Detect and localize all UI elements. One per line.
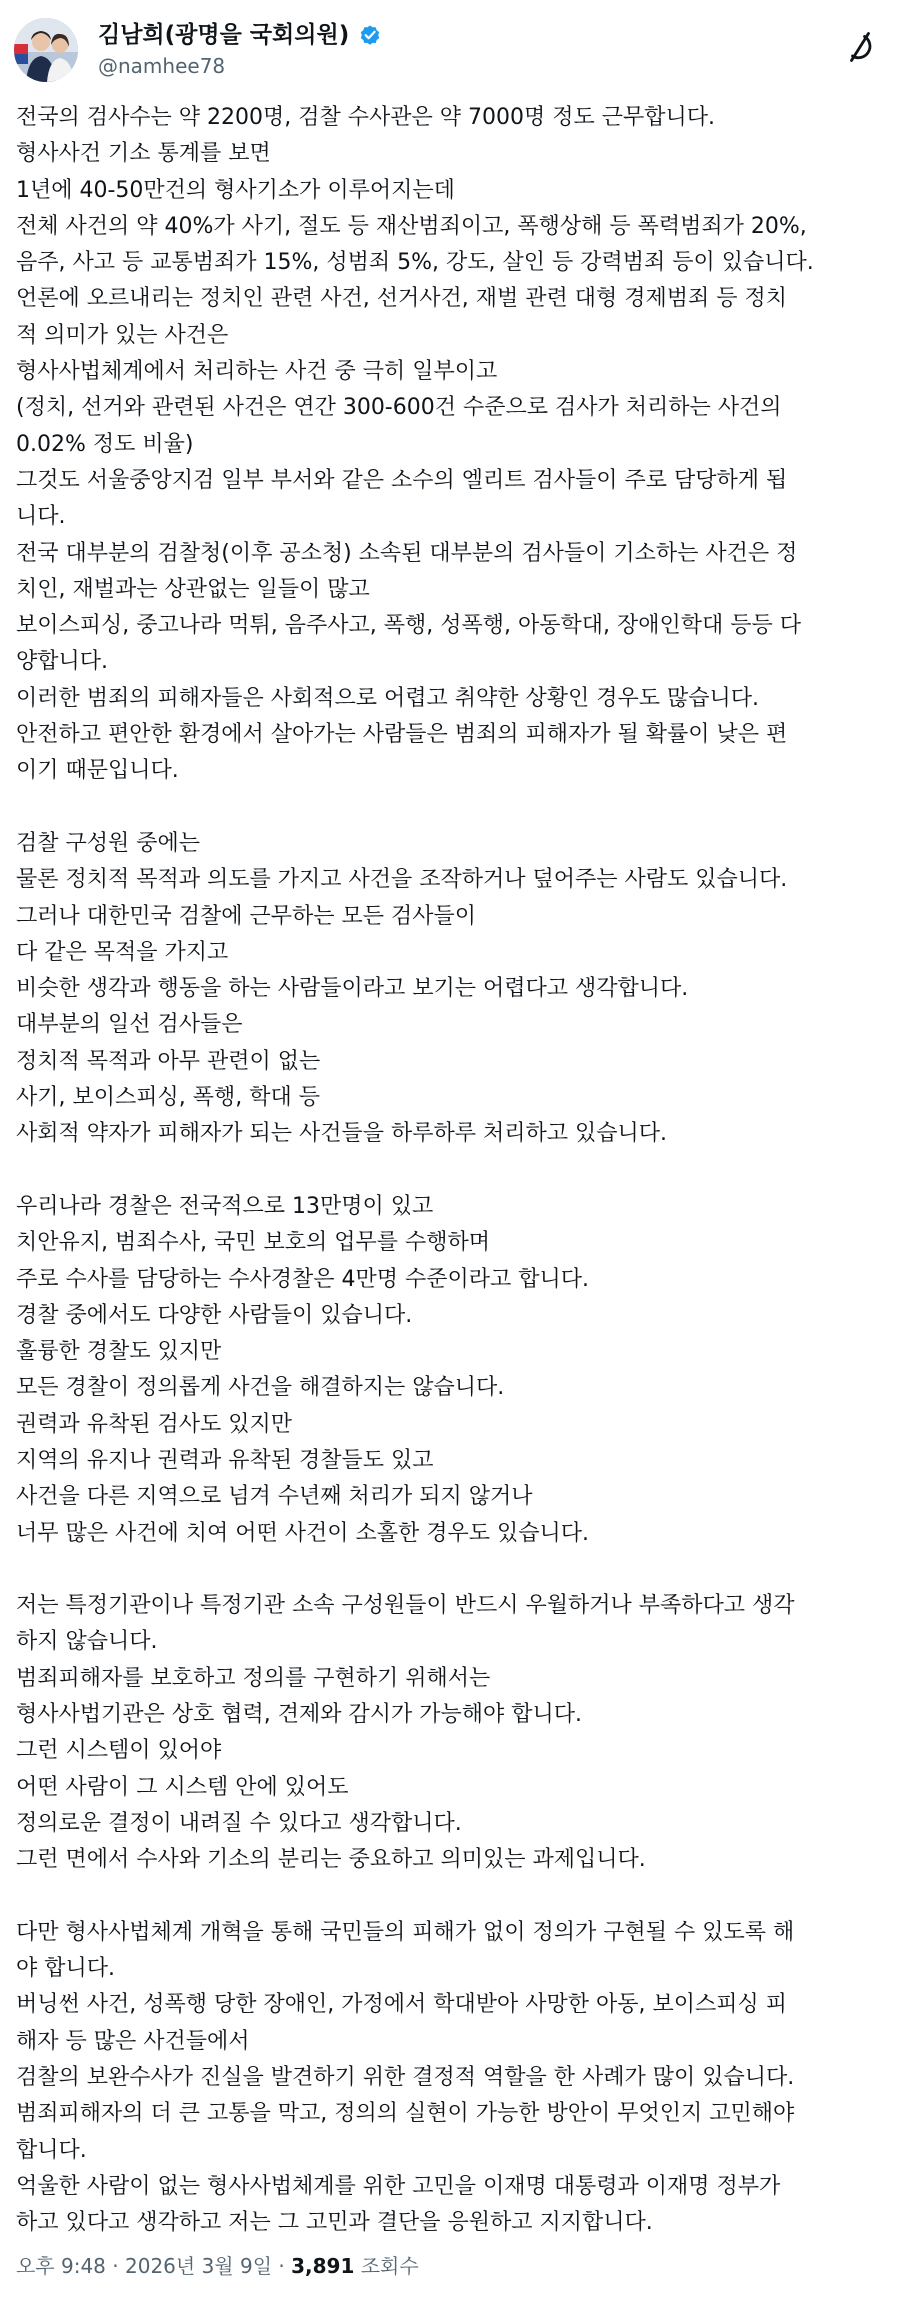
post-blank-line bbox=[16, 1153, 884, 1189]
post-text-line: 사회적 약자가 피해자가 되는 사건들을 하루하루 처리하고 있습니다. bbox=[16, 1121, 668, 1147]
avatar[interactable] bbox=[14, 18, 78, 82]
post-text-line: 모든 경찰이 정의롭게 사건을 해결하지는 않습니다. bbox=[16, 1375, 505, 1401]
post-text-line: 대부분의 일선 검사들은 bbox=[16, 1012, 243, 1038]
post-text-line: 그런 면에서 수사와 기소의 분리는 중요하고 의미있는 과제입니다. bbox=[16, 1847, 646, 1873]
post-text-line: 전체 사건의 약 40%가 사기, 절도 등 재산범죄이고, 폭행상해 등 폭력범죄가 20%, bbox=[16, 213, 807, 239]
post-blank-line bbox=[16, 1879, 884, 1915]
post-text-line: 전국의 검사수는 약 2200명, 검찰 수사관은 약 7000명 정도 근무합니다. bbox=[16, 105, 715, 130]
views-count: 3,891 bbox=[291, 2254, 355, 2278]
post-text-line: 해자 등 많은 사건들에서 bbox=[16, 2028, 250, 2054]
post-text-line: 이기 때문입니다. bbox=[16, 758, 179, 784]
post-text-line: 음주, 사고 등 교통범죄가 15%, 성범죄 5%, 강도, 살인 등 강력범죄 등이 있습니다. bbox=[16, 250, 814, 276]
display-name[interactable]: 김남희(광명을 국회의원) bbox=[98, 22, 350, 48]
post-text-line: 언론에 오르내리는 정치인 관련 사건, 선거사건, 재벌 관련 대형 경제범죄 등 정치 bbox=[16, 286, 787, 312]
post-text-line: 양합니다. bbox=[16, 649, 109, 675]
post-text-line: 권력과 유착된 검사도 있지만 bbox=[16, 1411, 293, 1437]
post-text-line: 니다. bbox=[16, 504, 66, 530]
post-text-line: 치인, 재벌과는 상관없는 일들이 많고 bbox=[16, 576, 370, 602]
post-text-line: 억울한 사람이 없는 형사사법체계를 위한 고민을 이재명 대통령과 이재명 정부가 bbox=[16, 2173, 781, 2199]
verified-badge-icon bbox=[358, 23, 382, 47]
post-text-line: 버닝썬 사건, 성폭행 당한 장애인, 가정에서 학대받아 사망한 아동, 보이스피싱 피 bbox=[16, 1992, 787, 2018]
post-text-line: 정치적 목적과 아무 관련이 없는 bbox=[16, 1048, 321, 1074]
post-text-line: 다 같은 목적을 가지고 bbox=[16, 939, 229, 965]
post-blank-line bbox=[16, 790, 884, 826]
post-text-line: 범죄피해자의 더 큰 고통을 막고, 정의의 실현이 가능한 방안이 무엇인지 고민해야 bbox=[16, 2101, 795, 2127]
post-text-line: 하지 않습니다. bbox=[16, 1629, 158, 1655]
post-text-line: 다만 형사사법체계 개혁을 통해 국민들의 피해가 없이 정의가 구현될 수 있도록 해 bbox=[16, 1919, 795, 1945]
post-text-line: 너무 많은 사건에 치여 어떤 사건이 소홀한 경우도 있습니다. bbox=[16, 1520, 589, 1546]
post-meta bbox=[16, 2252, 419, 2280]
post-text-line: 합니다. bbox=[16, 2137, 87, 2163]
profile-photo-icon bbox=[14, 18, 78, 82]
post-text-line: 야 합니다. bbox=[16, 1956, 115, 1982]
post-text-line: 형사사법기관은 상호 협력, 견제와 감시가 가능해야 합니다. bbox=[16, 1702, 582, 1728]
post-header bbox=[14, 18, 883, 82]
post-text-line: 안전하고 편안한 환경에서 살아가는 사람들은 범죄의 피해자가 될 확률이 낮은 편 bbox=[16, 722, 788, 748]
post-text-line: 형사사법체계에서 처리하는 사건 중 극히 일부이고 bbox=[16, 359, 498, 385]
post-text-line: 검찰의 보완수사가 진실을 발견하기 위한 결정적 역할을 한 사례가 많이 있습니다. bbox=[16, 2065, 795, 2091]
views-label: 조회수 bbox=[354, 2254, 419, 2278]
post-text-line: 검찰 구성원 중에는 bbox=[16, 830, 201, 856]
post-time[interactable]: 오후 9:48 bbox=[16, 2254, 106, 2278]
post-text-line: 그런 시스템이 있어야 bbox=[16, 1738, 222, 1764]
user-handle[interactable]: @namhee78 bbox=[98, 54, 226, 78]
meta-separator: · bbox=[272, 2254, 292, 2278]
post-text-line: 0.02% 정도 비율) bbox=[16, 431, 194, 457]
post-text-line: 그러나 대한민국 검찰에 근무하는 모든 검사들이 bbox=[16, 903, 477, 929]
post-text-line: 비슷한 생각과 행동을 하는 사람들이라고 보기는 어렵다고 생각합니다. bbox=[16, 976, 689, 1002]
user-block bbox=[98, 20, 382, 80]
post-text-line: 훌륭한 경찰도 있지만 bbox=[16, 1339, 222, 1365]
post-text-line: 저는 특정기관이나 특정기관 소속 구성원들이 반드시 우월하거나 부족하다고 생각 bbox=[16, 1593, 795, 1619]
post-text-line: 물론 정치적 목적과 의도를 가지고 사건을 조작하거나 덮어주는 사람도 있습니다. bbox=[16, 867, 788, 893]
post-text bbox=[16, 100, 884, 2242]
post-text-line: 주로 수사를 담당하는 수사경찰은 4만명 수준이라고 합니다. bbox=[16, 1266, 589, 1292]
post-text-line: 사기, 보이스피싱, 폭행, 학대 등 bbox=[16, 1085, 320, 1111]
post-blank-line bbox=[16, 1552, 884, 1588]
post-text-line: 어떤 사람이 그 시스템 안에 있어도 bbox=[16, 1774, 349, 1800]
post-text-line: 지역의 유지나 권력과 유착된 경찰들도 있고 bbox=[16, 1447, 434, 1473]
post-text-line: 범죄피해자를 보호하고 정의를 구현하기 위해서는 bbox=[16, 1665, 491, 1691]
post-text-line: 정의로운 결정이 내려질 수 있다고 생각합니다. bbox=[16, 1810, 462, 1836]
post-text-line: 사건을 다른 지역으로 넘겨 수년째 처리가 되지 않거나 bbox=[16, 1484, 533, 1510]
post-text-line: 보이스피싱, 중고나라 먹튀, 음주사고, 폭행, 성폭행, 아동학대, 장애인학대 등등 다 bbox=[16, 613, 801, 639]
post-text-line: 이러한 범죄의 피해자들은 사회적으로 어렵고 취약한 상황인 경우도 많습니다. bbox=[16, 685, 760, 711]
post-text-line: 전국 대부분의 검찰청(이후 공소청) 소속된 대부분의 검사들이 기소하는 사건은 정 bbox=[16, 540, 798, 566]
post-text-line: 그것도 서울중앙지검 일부 부서와 같은 소수의 엘리트 검사들이 주로 담당하게 됩 bbox=[16, 467, 788, 493]
post-text-line: 치안유지, 범죄수사, 국민 보호의 업무를 수행하며 bbox=[16, 1230, 490, 1256]
post-text-line: 형사사건 기소 통계를 보면 bbox=[16, 141, 271, 167]
post-text-line: 우리나라 경찰은 전국적으로 13만명이 있고 bbox=[16, 1193, 434, 1219]
post-text-line: 적 의미가 있는 사건은 bbox=[16, 322, 229, 348]
post-date[interactable]: 2026년 3월 9일 bbox=[125, 2254, 273, 2278]
post-text-line: 경찰 중에서도 다양한 사람들이 있습니다. bbox=[16, 1302, 413, 1328]
post-text-line: 1년에 40-50만건의 형사기소가 이루어지는데 bbox=[16, 177, 455, 203]
post-text-line: (정치, 선거와 관련된 사건은 연간 300-600건 수준으로 검사가 처리하는 사건의 bbox=[16, 395, 782, 421]
grok-icon[interactable] bbox=[843, 30, 877, 64]
post-text-line: 하고 있다고 생각하고 저는 그 고민과 결단을 응원하고 지지합니다. bbox=[16, 2210, 653, 2236]
meta-separator: · bbox=[105, 2254, 125, 2278]
